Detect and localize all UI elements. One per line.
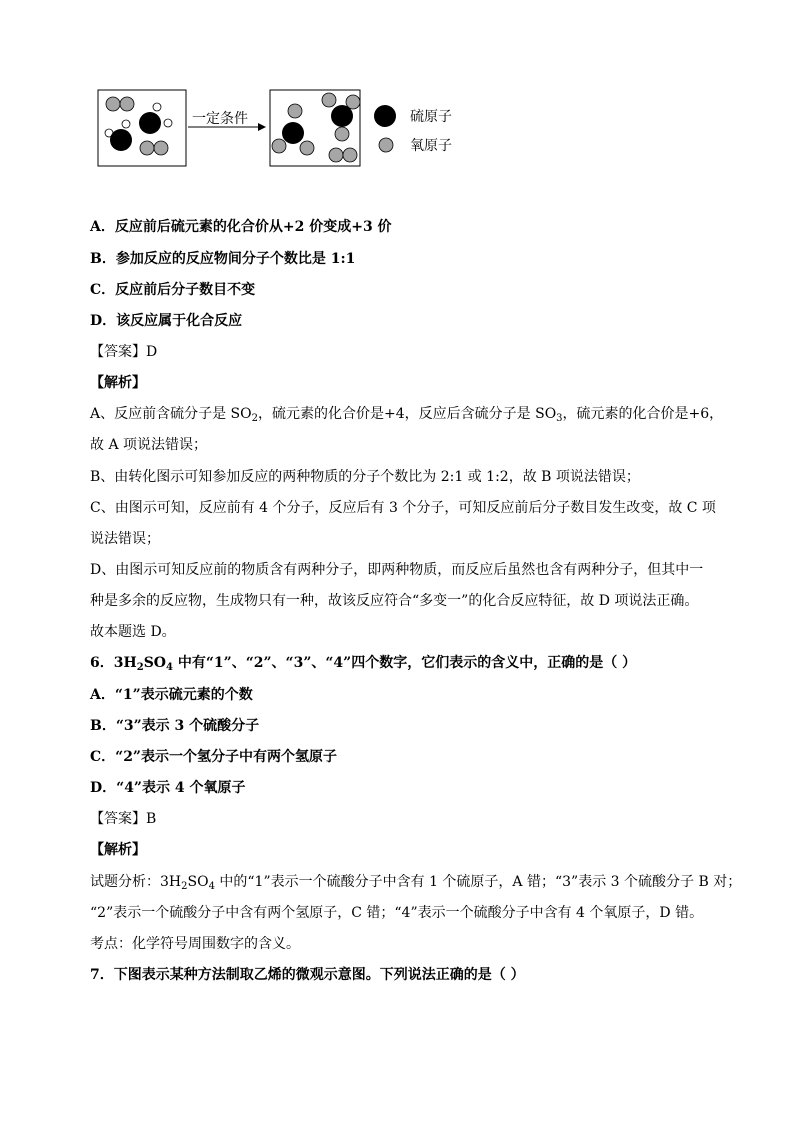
- q6-answer: 【答案】B: [90, 811, 157, 827]
- q7-stem: 7．下图表示某种方法制取乙烯的微观示意图。下列说法正确的是（ ）: [90, 967, 525, 983]
- subscript: 2: [136, 662, 144, 673]
- q5-analysis-title: 【解析】: [90, 375, 146, 391]
- oxygen-atom: [335, 127, 349, 141]
- product-molecules: [272, 93, 360, 162]
- q6-analysis-title: 【解析】: [90, 842, 146, 858]
- reaction-diagram: [92, 86, 472, 172]
- q6-analysis-line2: “2”表示一个硫酸分子中含有两个氢原子，C 错；“4”表示一个硫酸分子中含有 4 个氧原子，D 错。: [90, 905, 704, 921]
- q5-analysis-a-line2: 故 A 项说法错误；: [90, 437, 208, 453]
- q5-analysis-d-line2: 种是多余的反应物，生成物只有一种，故该反应符合“多变一”的化合反应特征，故 D 项说法正确。: [90, 593, 699, 609]
- diagram-legend: [374, 105, 452, 153]
- q6-option-d: D．“4”表示 4 个氧原子: [90, 780, 246, 796]
- sulfur-atom: [110, 129, 132, 151]
- sulfur-atom: [139, 112, 161, 134]
- small-atom: [153, 103, 161, 111]
- oxygen-atom: [140, 141, 154, 155]
- text-segment: ，硫元素的化合价是+4，反应后含硫分子是 SO: [258, 406, 557, 422]
- text-segment: 中的“1”表示一个硫酸分子中含有 1 个硫原子，A 错；“3”表示 3 个硫酸分子 B 对；: [214, 874, 742, 890]
- subscript: 2: [251, 413, 259, 424]
- q5-conclusion: 故本题选 D。: [90, 624, 176, 640]
- oxygen-atom: [329, 148, 343, 162]
- q5-analysis-a-line1: [90, 405, 723, 428]
- q5-option-c: C．反应前后分子数目不变: [90, 282, 256, 298]
- sulfur-atom: [331, 105, 353, 127]
- subscript: 2: [181, 881, 188, 892]
- q5-answer: 【答案】D: [90, 344, 158, 360]
- legend-sulfur-label: 硫原子: [410, 108, 452, 124]
- subscript: 4: [208, 881, 215, 892]
- oxygen-atom: [154, 141, 168, 155]
- oxygen-atom: [343, 148, 357, 162]
- q5-analysis-c-line2: 说法错误；: [90, 531, 160, 547]
- arrow-head: [258, 123, 266, 131]
- subscript: 4: [166, 662, 173, 673]
- subscript: 3: [556, 413, 563, 424]
- oxygen-atom: [106, 97, 120, 111]
- q5-option-a: A．反应前后硫元素的化合价从+2 价变成+3 价: [90, 219, 392, 235]
- text-segment: SO: [143, 655, 166, 671]
- legend-oxygen-swatch: [379, 138, 393, 152]
- q5-analysis-d-line1: D、由图示可知反应前的物质含有两种分子，即两种物质，而反应后虽然也含有两种分子，但其中一: [90, 562, 704, 578]
- q5-option-d: D．该反应属于化合反应: [90, 313, 243, 329]
- oxygen-atom: [322, 93, 336, 107]
- q6-option-b: B．“3”表示 3 个硫酸分子: [90, 718, 260, 734]
- q6-stem: [90, 654, 636, 677]
- oxygen-atom: [120, 97, 134, 111]
- oxygen-atom: [288, 104, 302, 118]
- text-segment: 6．3H: [90, 655, 137, 671]
- q6-analysis-line1: [90, 873, 741, 896]
- text-segment: 中有“1”、“2”、“3”、“4”四个数字，它们表示的含义中，正确的是（ ）: [172, 655, 637, 671]
- text-segment: 试题分析：3H: [90, 874, 182, 890]
- sulfur-atom: [282, 122, 304, 144]
- q5-analysis-b: B、由转化图示可知参加反应的两种物质的分子个数比为 2:1 或 1:2，故 B 项说法错误；: [90, 469, 640, 485]
- q6-option-a: A．“1”表示硫元素的个数: [90, 687, 253, 703]
- text-segment: A、反应前含硫分子是 SO: [90, 406, 252, 422]
- oxygen-atom: [272, 139, 286, 153]
- small-atom: [164, 119, 172, 127]
- arrow-label: 一定条件: [192, 110, 248, 126]
- reactant-molecules: [105, 97, 172, 155]
- q5-analysis-c-line1: C、由图示可知，反应前有 4 个分子，反应后有 3 个分子，可知反应前后分子数目发生改变，故 C 项: [90, 500, 716, 516]
- oxygen-atom: [300, 141, 314, 155]
- q5-option-b: B．参加反应的反应物间分子个数比是 1:1: [90, 251, 356, 267]
- text-segment: SO: [187, 874, 209, 890]
- q6-kaodian: 考点：化学符号周围数字的含义。: [90, 936, 300, 952]
- small-atom: [122, 120, 130, 128]
- q6-option-c: C．“2”表示一个氢分子中有两个氢原子: [90, 749, 337, 765]
- legend-oxygen-label: 氧原子: [410, 137, 452, 153]
- text-segment: ，硫元素的化合价是+6，: [562, 406, 724, 422]
- legend-sulfur-swatch: [374, 105, 396, 127]
